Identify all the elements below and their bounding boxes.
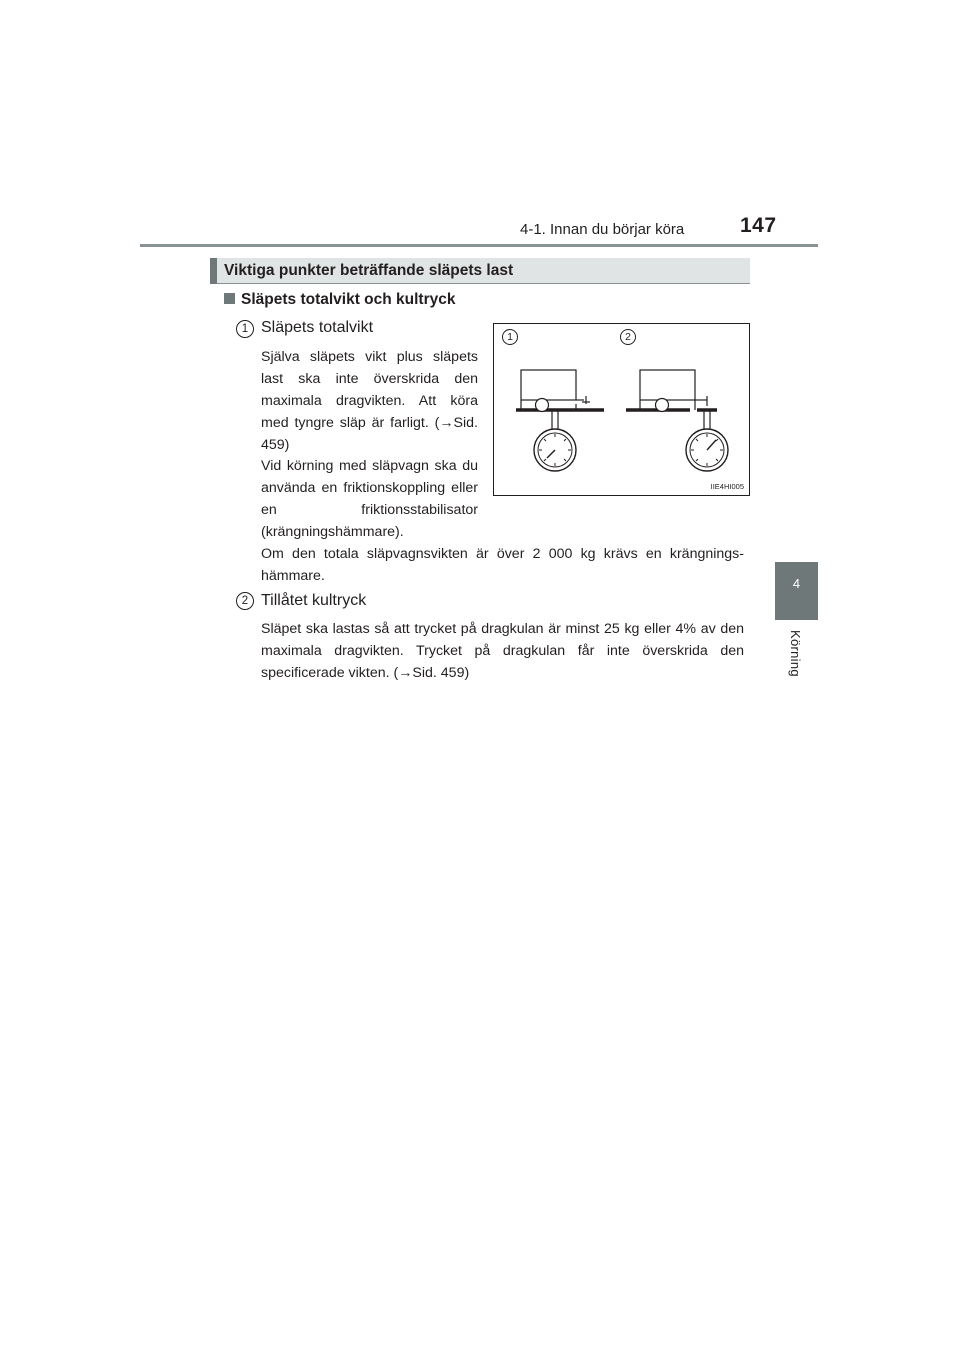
- chapter-tab: [775, 562, 818, 620]
- trailer-scale-illustration: [494, 324, 749, 495]
- item-number-badge: 1: [236, 320, 254, 338]
- subsection-title: Släpets totalvikt och kultryck: [241, 291, 456, 308]
- trailer-total-weight-drawing: [516, 370, 604, 471]
- figure-label: 1: [502, 329, 518, 345]
- chapter-tab-number: 4: [792, 576, 801, 591]
- item-paragraph: Själva släpets vikt plus släpets last ska inte överskrida den maximala dragvikten. Att köra med tyngre släp är farligt. (→Sid. 459): [261, 349, 478, 453]
- header-rule: [140, 244, 818, 247]
- figure-code: IIE4HI005: [710, 482, 744, 491]
- subsection-heading: [224, 291, 456, 309]
- square-bullet-icon: [224, 293, 235, 304]
- item-paragraph: Vid körning med släpvagn ska du använda en friktionskoppling eller en friktionsstabilisator (krängningshämmare).: [261, 458, 478, 540]
- section-title: 4-1. Innan du börjar köra: [520, 221, 685, 238]
- box-heading-accent: [210, 258, 217, 284]
- item-number-badge: 2: [236, 592, 254, 610]
- figure-label: 2: [620, 329, 636, 345]
- page-number: 147: [740, 214, 777, 237]
- item-paragraph: Om den totala släpvagnsvikten är över 2 000 kg krävs en krängnings-hämmare.: [261, 546, 744, 584]
- box-heading-title: Viktiga punkter beträffande släpets last: [224, 262, 514, 279]
- tongue-load-drawing: [626, 370, 728, 471]
- item-title: Släpets totalvikt: [261, 319, 374, 336]
- chapter-tab-label: Körning: [788, 630, 803, 677]
- item-paragraph: Släpet ska lastas så att trycket på dragkulan är minst 25 kg eller 4% av den maximala dragvikten. Trycket på dragkulan får inte överskrida den specificerade vikten. (→Sid. 459): [261, 621, 744, 681]
- item-title: Tillåtet kultryck: [261, 592, 367, 609]
- trailer-weight-figure: [493, 323, 750, 496]
